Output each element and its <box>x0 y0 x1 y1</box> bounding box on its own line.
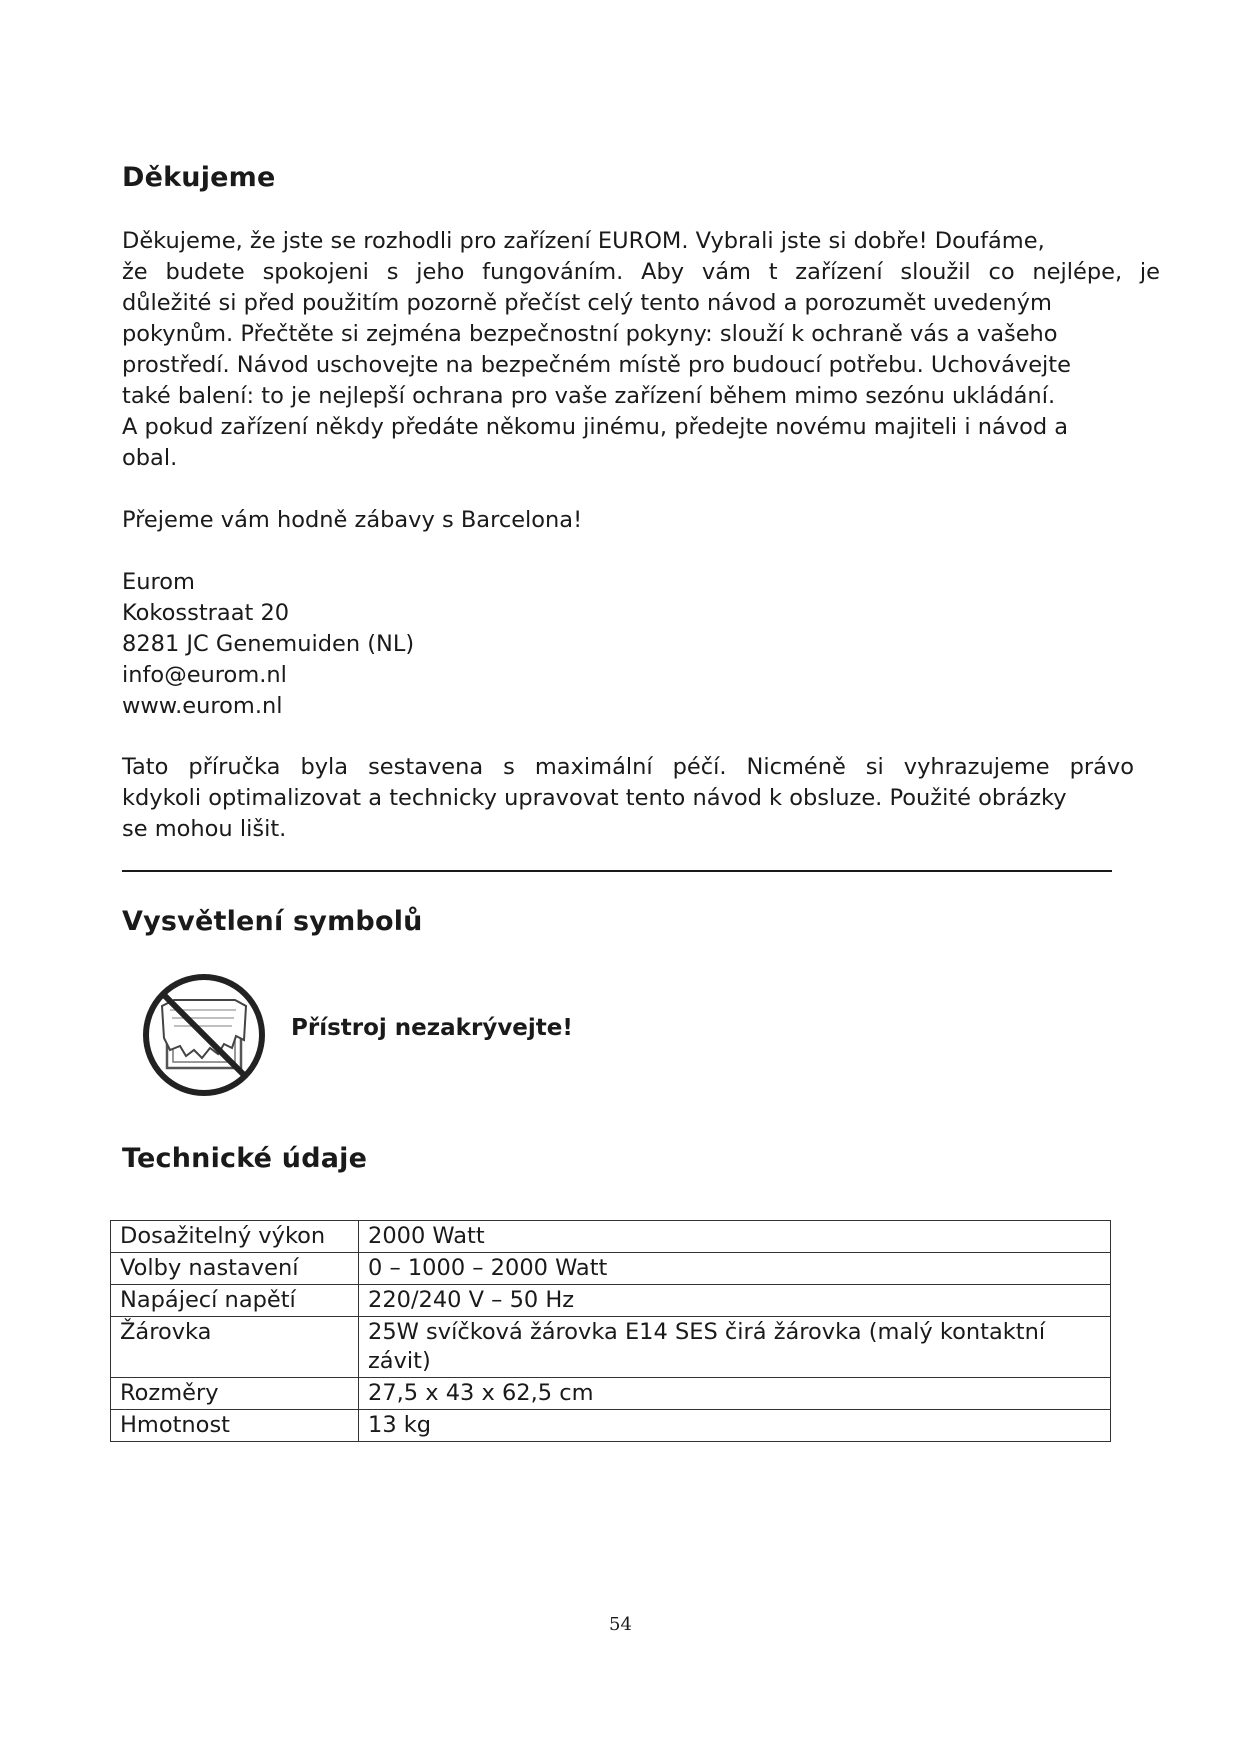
section-title-thanks: Děkujeme <box>122 162 276 193</box>
spec-value: 27,5 x 43 x 62,5 cm <box>359 1378 1111 1410</box>
spec-value: 13 kg <box>359 1410 1111 1442</box>
intro-line: Děkujeme, že jste se rozhodli pro zařízení EUROM. Vybrali jste si dobře! Doufáme, <box>122 228 1045 254</box>
intro-line: důležité si před použitím pozorně přečíst celý tento návod a porozumět uvedeným <box>122 290 1052 316</box>
spec-value: 25W svíčková žárovka E14 SES čirá žárovka (malý kontaktní závit) <box>359 1317 1111 1378</box>
intro-line: obal. <box>122 445 178 471</box>
spec-key: Žárovka <box>111 1317 359 1378</box>
table-row <box>111 1285 1111 1317</box>
spec-value: 220/240 V – 50 Hz <box>359 1285 1111 1317</box>
website-link[interactable]: www.eurom.nl <box>122 693 283 719</box>
section-title-symbols: Vysvětlení symbolů <box>122 906 423 937</box>
disclaimer-line: Tato příručka byla sestavena s maximální péčí. Nicméně si vyhrazujeme právo <box>122 754 1134 780</box>
company-name: Eurom <box>122 569 195 595</box>
disclaimer-line: se mohou lišit. <box>122 816 287 842</box>
spec-key: Dosažitelný výkon <box>111 1221 359 1253</box>
company-address <box>122 567 1162 722</box>
table-row <box>111 1378 1111 1410</box>
intro-line: že budete spokojeni s jeho fungováním. Aby vám t zařízení sloužil co nejlépe, je <box>122 259 1160 285</box>
email-link[interactable]: info@eurom.nl <box>122 662 287 688</box>
table-row <box>111 1221 1111 1253</box>
city-address: 8281 JC Genemuiden (NL) <box>122 631 415 657</box>
table-row <box>111 1253 1111 1285</box>
intro-line: A pokud zařízení někdy předáte někomu jinému, předejte novému majiteli i návod a <box>122 414 1069 440</box>
intro-line: také balení: to je nejlepší ochrana pro vaše zařízení během mimo sezónu ukládání. <box>122 383 1056 409</box>
table-row <box>111 1410 1111 1442</box>
disclaimer-line: kdykoli optimalizovat a technicky upravovat tento návod k obsluze. Použité obrázky <box>122 785 1067 811</box>
section-title-technical: Technické údaje <box>122 1143 368 1174</box>
section-divider <box>122 870 1112 872</box>
table-row <box>111 1317 1111 1378</box>
spec-key: Hmotnost <box>111 1410 359 1442</box>
spec-value: 0 – 1000 – 2000 Watt <box>359 1253 1111 1285</box>
intro-line: prostředí. Návod uschovejte na bezpečném místě pro budoucí potřebu. Uchovávejte <box>122 352 1071 378</box>
disclaimer-paragraph <box>122 752 1134 845</box>
spec-key: Rozměry <box>111 1378 359 1410</box>
do-not-cover-icon <box>140 970 272 1100</box>
street-address: Kokosstraat 20 <box>122 600 290 626</box>
technical-specs-table <box>110 1220 1111 1442</box>
symbol-label-do-not-cover: Přístroj nezakrývejte! <box>291 1015 573 1041</box>
page-number: 54 <box>609 1614 632 1635</box>
intro-paragraph <box>122 226 1160 474</box>
spec-value: 2000 Watt <box>359 1221 1111 1253</box>
spec-key: Volby nastavení <box>111 1253 359 1285</box>
spec-key: Napájecí napětí <box>111 1285 359 1317</box>
wish-text: Přejeme vám hodně zábavy s Barcelona! <box>122 507 583 533</box>
intro-line: pokynům. Přečtěte si zejména bezpečnostní pokyny: slouží k ochraně vás a vašeho <box>122 321 1058 347</box>
